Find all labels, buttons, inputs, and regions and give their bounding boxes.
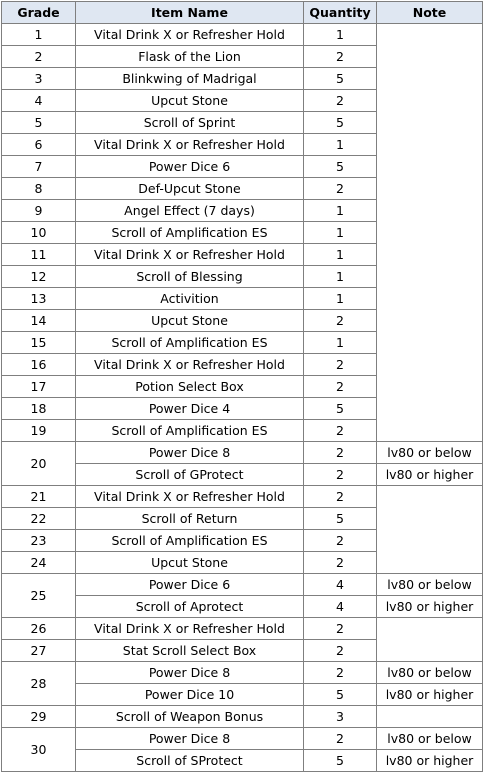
grade-cell: 8 [2,178,76,200]
quantity-cell: 1 [304,134,377,156]
grade-cell: 19 [2,420,76,442]
item-name-cell: Scroll of Amplification ES [76,420,304,442]
item-name-cell: Potion Select Box [76,376,304,398]
table-row [2,728,483,750]
quantity-cell: 2 [304,618,377,640]
reward-table [1,1,483,772]
grade-cell: 5 [2,112,76,134]
quantity-cell: 1 [304,332,377,354]
quantity-cell: 2 [304,442,377,464]
quantity-cell: 2 [304,662,377,684]
grade-cell: 14 [2,310,76,332]
item-name-cell: Scroll of Weapon Bonus [76,706,304,728]
quantity-cell: 2 [304,310,377,332]
grade-cell: 17 [2,376,76,398]
quantity-cell: 2 [304,376,377,398]
note-cell [377,706,483,728]
item-name-cell: Activition [76,288,304,310]
grade-cell: 2 [2,46,76,68]
quantity-cell: 5 [304,750,377,772]
quantity-cell: 2 [304,46,377,68]
grade-cell: 7 [2,156,76,178]
item-name-cell: Scroll of Aprotect [76,596,304,618]
note-cell: lv80 or higher [377,596,483,618]
item-name-cell: Upcut Stone [76,90,304,112]
item-name-cell: Upcut Stone [76,310,304,332]
quantity-cell: 2 [304,552,377,574]
item-name-cell: Scroll of SProtect [76,750,304,772]
quantity-cell: 2 [304,354,377,376]
quantity-cell: 2 [304,728,377,750]
item-name-cell: Scroll of Blessing [76,266,304,288]
item-name-cell: Vital Drink X or Refresher Hold [76,618,304,640]
note-cell: lv80 or higher [377,750,483,772]
item-name-cell: Power Dice 4 [76,398,304,420]
quantity-cell: 1 [304,200,377,222]
note-cell: lv80 or higher [377,684,483,706]
item-name-cell: Scroll of Amplification ES [76,332,304,354]
grade-cell: 29 [2,706,76,728]
grade-cell: 18 [2,398,76,420]
quantity-cell: 5 [304,156,377,178]
grade-cell: 21 [2,486,76,508]
quantity-cell: 1 [304,222,377,244]
note-cell: lv80 or below [377,728,483,750]
table-row [2,442,483,464]
item-name-cell: Power Dice 6 [76,156,304,178]
item-name-cell: Scroll of Sprint [76,112,304,134]
quantity-cell: 2 [304,640,377,662]
quantity-cell: 2 [304,178,377,200]
quantity-cell: 5 [304,508,377,530]
grade-cell: 13 [2,288,76,310]
item-name-cell: Power Dice 8 [76,662,304,684]
grade-cell: 9 [2,200,76,222]
quantity-cell: 5 [304,68,377,90]
grade-cell: 3 [2,68,76,90]
grade-cell: 1 [2,24,76,46]
grade-cell: 20 [2,442,76,486]
note-cell: lv80 or below [377,574,483,596]
note-cell: lv80 or below [377,662,483,684]
table-row [2,706,483,728]
item-name-cell: Angel Effect (7 days) [76,200,304,222]
grade-cell: 6 [2,134,76,156]
header-row [2,2,483,24]
quantity-cell: 5 [304,112,377,134]
grade-cell: 23 [2,530,76,552]
quantity-cell: 5 [304,398,377,420]
note-cell [377,486,483,574]
item-name-cell: Upcut Stone [76,552,304,574]
grade-cell: 28 [2,662,76,706]
item-name-cell: Power Dice 6 [76,574,304,596]
item-name-cell: Scroll of Amplification ES [76,530,304,552]
header-item-name: Item Name [76,2,304,24]
item-name-cell: Blinkwing of Madrigal [76,68,304,90]
item-name-cell: Vital Drink X or Refresher Hold [76,134,304,156]
grade-cell: 15 [2,332,76,354]
item-name-cell: Scroll of Return [76,508,304,530]
quantity-cell: 5 [304,684,377,706]
note-cell [377,618,483,662]
item-name-cell: Def-Upcut Stone [76,178,304,200]
quantity-cell: 1 [304,24,377,46]
item-name-cell: Vital Drink X or Refresher Hold [76,24,304,46]
quantity-cell: 2 [304,530,377,552]
grade-cell: 22 [2,508,76,530]
quantity-cell: 2 [304,420,377,442]
quantity-cell: 3 [304,706,377,728]
item-name-cell: Flask of the Lion [76,46,304,68]
note-cell [377,24,483,442]
item-name-cell: Stat Scroll Select Box [76,640,304,662]
grade-cell: 25 [2,574,76,618]
item-name-cell: Power Dice 8 [76,728,304,750]
item-name-cell: Power Dice 8 [76,442,304,464]
quantity-cell: 4 [304,574,377,596]
note-cell: lv80 or higher [377,464,483,486]
item-name-cell: Vital Drink X or Refresher Hold [76,244,304,266]
quantity-cell: 2 [304,464,377,486]
grade-cell: 27 [2,640,76,662]
table-row [2,574,483,596]
header-grade: Grade [2,2,76,24]
grade-cell: 4 [2,90,76,112]
grade-cell: 10 [2,222,76,244]
grade-cell: 24 [2,552,76,574]
table-body [2,24,483,772]
grade-cell: 16 [2,354,76,376]
quantity-cell: 1 [304,266,377,288]
note-cell: lv80 or below [377,442,483,464]
grade-cell: 11 [2,244,76,266]
quantity-cell: 1 [304,244,377,266]
table-row [2,486,483,508]
item-name-cell: Scroll of Amplification ES [76,222,304,244]
item-name-cell: Scroll of GProtect [76,464,304,486]
item-name-cell: Power Dice 10 [76,684,304,706]
item-name-cell: Vital Drink X or Refresher Hold [76,354,304,376]
grade-cell: 26 [2,618,76,640]
item-name-cell: Vital Drink X or Refresher Hold [76,486,304,508]
quantity-cell: 1 [304,288,377,310]
quantity-cell: 2 [304,90,377,112]
quantity-cell: 4 [304,596,377,618]
table-row [2,24,483,46]
grade-cell: 12 [2,266,76,288]
quantity-cell: 2 [304,486,377,508]
header-quantity: Quantity [304,2,377,24]
table-row [2,618,483,640]
header-note: Note [377,2,483,24]
table-row [2,662,483,684]
grade-cell: 30 [2,728,76,772]
